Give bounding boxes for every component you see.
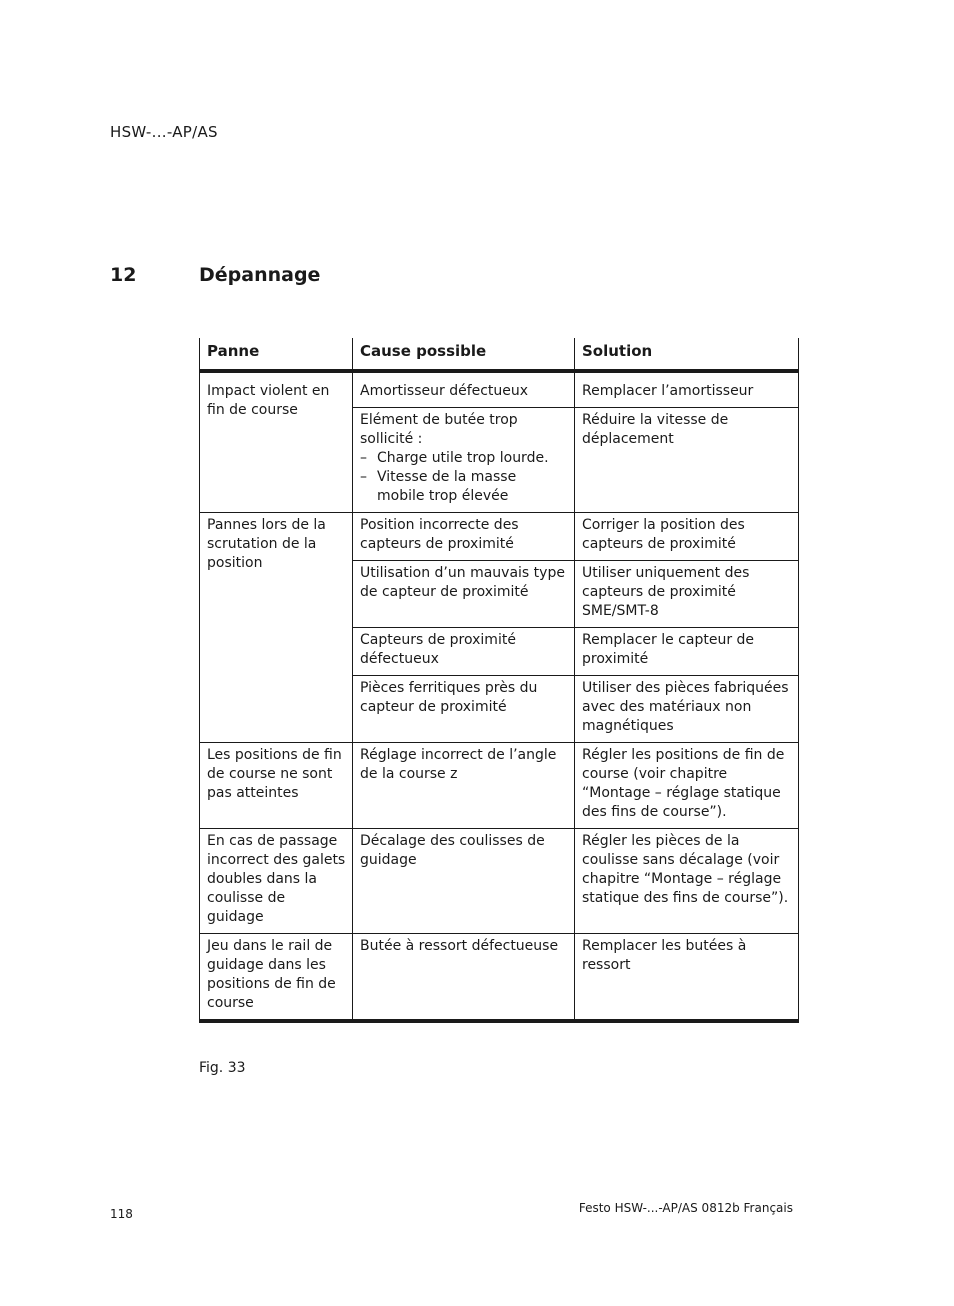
panne-cell: Les positions de fin de course ne sont pas atteintes — [200, 743, 353, 829]
cause-cell: Capteurs de proximité défectueux — [353, 628, 575, 676]
section-number: 12 — [110, 264, 137, 286]
figure-caption: Fig. 33 — [199, 1060, 246, 1076]
cause-cell: Réglage incorrect de l’angle de la course z — [353, 743, 575, 829]
cause-cell: Position incorrecte des capteurs de proximité — [353, 513, 575, 561]
cause-cell: Butée à ressort défectueuse — [353, 934, 575, 1022]
page-number: 118 — [110, 1207, 133, 1221]
solution-cell: Remplacer l’amortisseur — [575, 371, 799, 408]
cause-text: Elément de butée trop sollicité : — [360, 412, 518, 447]
solution-cell: Corriger la position des capteurs de proximité — [575, 513, 799, 561]
column-header-solution: Solution — [575, 338, 799, 371]
solution-cell: Réduire la vitesse de déplacement — [575, 408, 799, 513]
cause-list-item: – Charge utile trop lourde. — [360, 449, 568, 468]
cause-cell: Pièces ferritiques près du capteur de proximité — [353, 676, 575, 743]
document-header: HSW-...-AP/AS — [110, 123, 218, 141]
table-row — [200, 371, 799, 408]
cause-list — [360, 449, 568, 506]
cause-cell: Utilisation d’un mauvais type de capteur de proximité — [353, 561, 575, 628]
solution-cell: Utiliser uniquement des capteurs de proximité SME/SMT-8 — [575, 561, 799, 628]
panne-cell: Impact violent en fin de course — [200, 371, 353, 513]
table-row — [200, 829, 799, 934]
solution-cell: Régler les positions de fin de course (voir chapitre “Montage – réglage statique des fins de course”). — [575, 743, 799, 829]
solution-cell: Régler les pièces de la coulisse sans décalage (voir chapitre “Montage – réglage statique des fins de course”). — [575, 829, 799, 934]
column-header-cause: Cause possible — [353, 338, 575, 371]
panne-cell: Pannes lors de la scrutation de la position — [200, 513, 353, 743]
cause-list-item: – Vitesse de la masse mobile trop élevée — [360, 468, 568, 506]
table-header-row — [200, 338, 799, 371]
troubleshooting-table — [199, 338, 799, 1023]
panne-cell: Jeu dans le rail de guidage dans les positions de fin de course — [200, 934, 353, 1022]
column-header-panne: Panne — [200, 338, 353, 371]
table-row — [200, 513, 799, 561]
cause-cell: Amortisseur défectueux — [353, 371, 575, 408]
table-row — [200, 743, 799, 829]
solution-cell: Utiliser des pièces fabriquées avec des matériaux non magnétiques — [575, 676, 799, 743]
cause-cell: Décalage des coulisses de guidage — [353, 829, 575, 934]
section-title: Dépannage — [199, 264, 321, 286]
section-heading — [110, 264, 320, 286]
cause-cell — [353, 408, 575, 513]
table-row — [200, 934, 799, 1022]
solution-cell: Remplacer le capteur de proximité — [575, 628, 799, 676]
document-footer: Festo HSW-...-AP/AS 0812b Français — [578, 1201, 793, 1215]
panne-cell: En cas de passage incorrect des galets doubles dans la coulisse de guidage — [200, 829, 353, 934]
solution-cell: Remplacer les butées à ressort — [575, 934, 799, 1022]
